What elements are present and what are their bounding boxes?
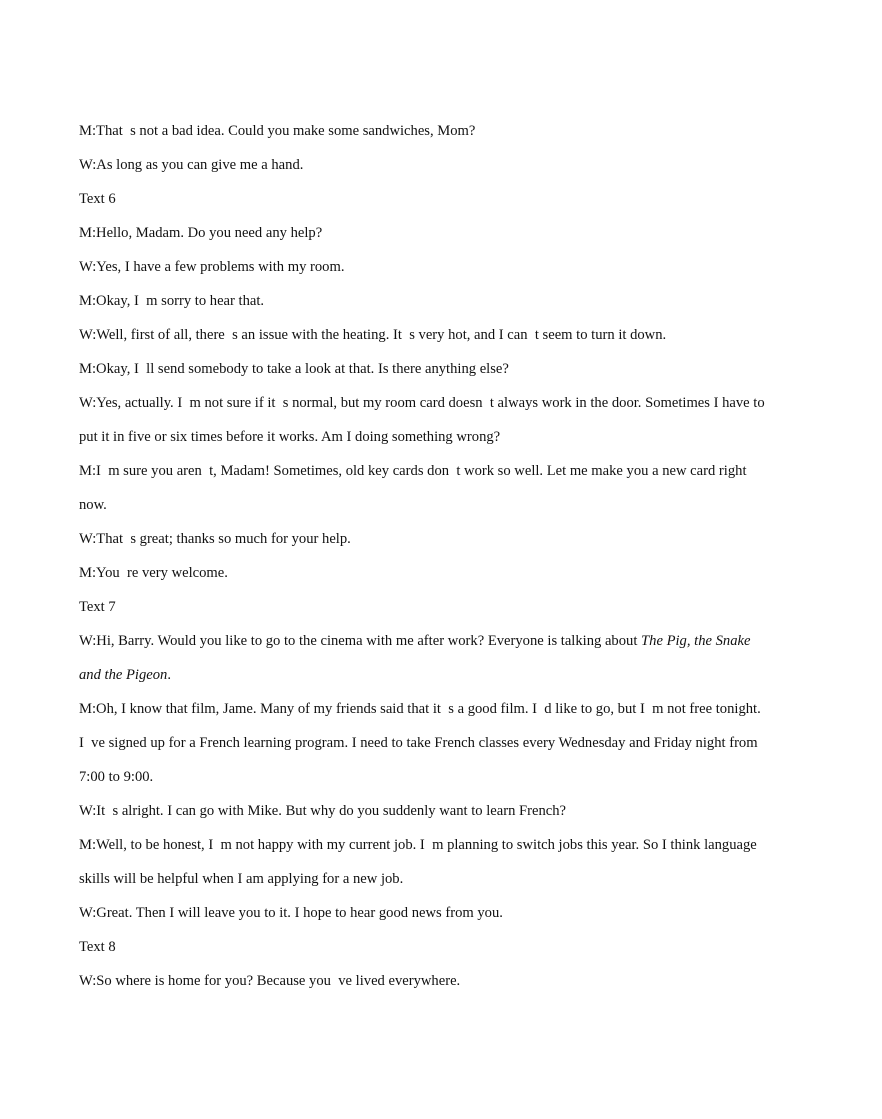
section-heading: Text 8 (79, 939, 116, 955)
dialogue-line: M:You re very welcome. (79, 565, 228, 581)
dialogue-line: I ve signed up for a French learning program. I need to take French classes every Wednesday and Friday night from (79, 735, 758, 751)
dialogue-line: M:I m sure you aren t, Madam! Sometimes, old key cards don t work so well. Let me make you a new card right (79, 463, 747, 479)
dialogue-line: W:As long as you can give me a hand. (79, 157, 304, 173)
dialogue-line: W:It s alright. I can go with Mike. But why do you suddenly want to learn French? (79, 803, 567, 819)
dialogue-text: W:Hi, Barry. Would you like to go to the cinema with me after work? Everyone is talking about (79, 633, 642, 649)
film-title: and the Pigeon (79, 667, 168, 683)
dialogue-line: W:Well, first of all, there s an issue with the heating. It s very hot, and I can t seem to turn it down. (79, 327, 667, 343)
dialogue-text: . (167, 667, 172, 683)
dialogue-line: M:Okay, I ll send somebody to take a look at that. Is there anything else? (79, 361, 509, 377)
dialogue-line: M:That s not a bad idea. Could you make some sandwiches, Mom? (79, 123, 476, 139)
section-heading: Text 6 (79, 191, 116, 207)
film-title: The Pig, the Snake (641, 633, 751, 649)
section-heading: Text 7 (79, 599, 116, 615)
dialogue-line: put it in five or six times before it works. Am I doing something wrong? (79, 429, 501, 445)
transcript-body (79, 114, 807, 998)
dialogue-line (79, 624, 807, 658)
dialogue-line: W:Yes, actually. I m not sure if it s normal, but my room card doesn t always work in the door. Sometimes I have to (79, 395, 765, 411)
dialogue-line: M:Hello, Madam. Do you need any help? (79, 225, 323, 241)
dialogue-line: M:Well, to be honest, I m not happy with my current job. I m planning to switch jobs this year. So I think language (79, 837, 757, 853)
dialogue-line: W:Yes, I have a few problems with my room. (79, 259, 345, 275)
dialogue-line: M:Oh, I know that film, Jame. Many of my friends said that it s a good film. I d like to go, but I m not free tonight. (79, 701, 761, 717)
dialogue-line: W:Great. Then I will leave you to it. I hope to hear good news from you. (79, 905, 503, 921)
dialogue-line (79, 658, 807, 692)
dialogue-line: now. (79, 497, 107, 513)
dialogue-line: 7:00 to 9:00. (79, 769, 154, 785)
dialogue-line: M:Okay, I m sorry to hear that. (79, 293, 265, 309)
dialogue-line: W:So where is home for you? Because you ve lived everywhere. (79, 973, 461, 989)
dialogue-line: skills will be helpful when I am applying for a new job. (79, 871, 404, 887)
dialogue-line: W:That s great; thanks so much for your help. (79, 531, 351, 547)
